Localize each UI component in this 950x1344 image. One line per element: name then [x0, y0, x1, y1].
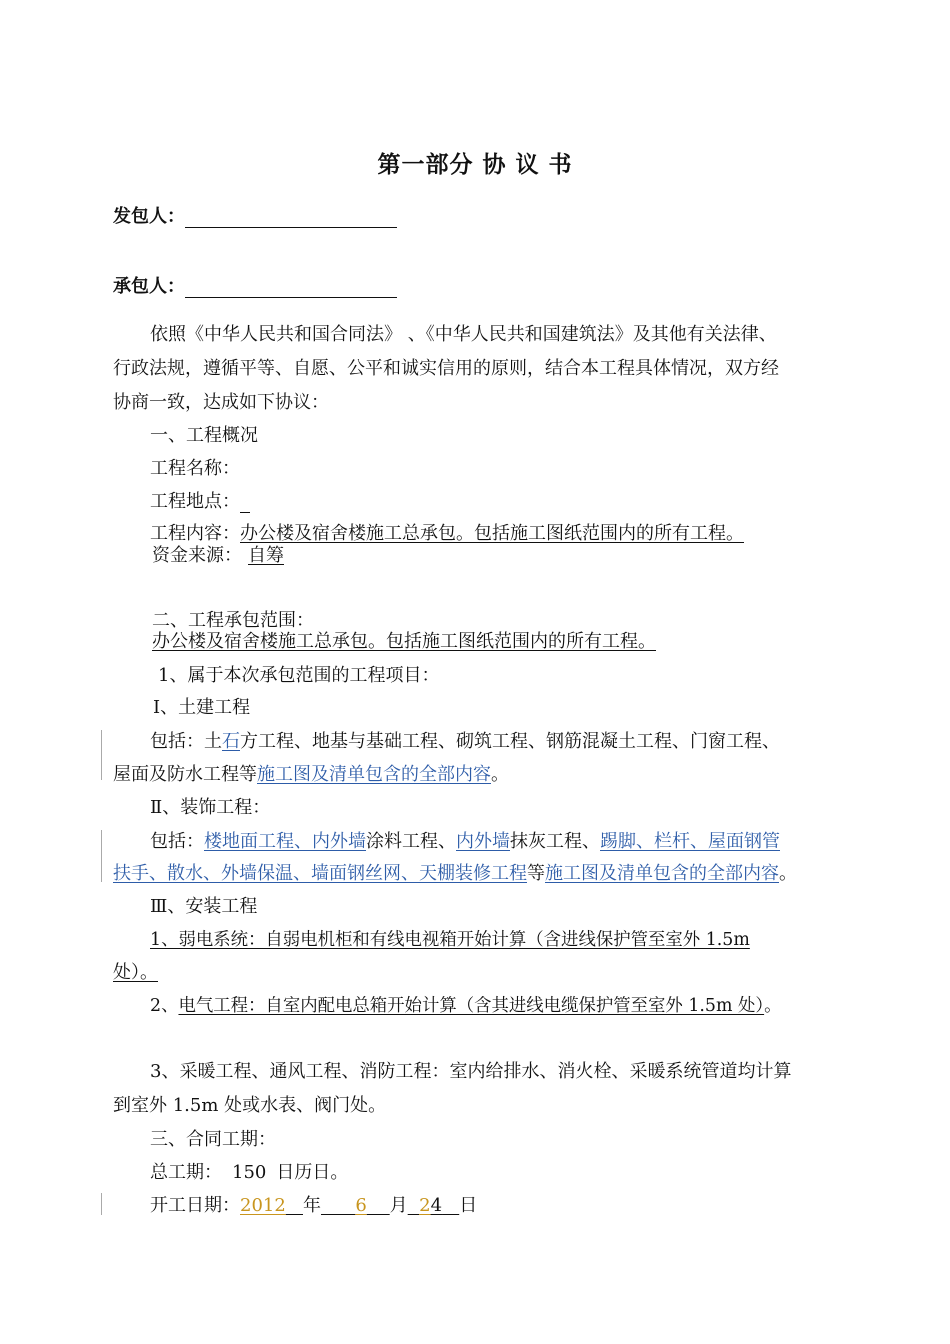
duration-row — [150, 1162, 348, 1184]
decoration-text: 等 — [527, 863, 545, 884]
decoration-link: 踢脚、栏杆、屋面钢管 — [600, 831, 780, 852]
civil-heading: Ⅰ、土建工程 — [153, 697, 251, 718]
scope-item-1: 1、属于本次承包范围的工程项目： — [158, 665, 440, 686]
contractor-label: 承包人： — [113, 276, 185, 297]
civil-link: 石 — [222, 731, 240, 752]
start-date-row — [150, 1195, 477, 1217]
civil-paragraph-line-2 — [113, 764, 509, 786]
section1-heading: 一、工程概况 — [150, 425, 258, 446]
decoration-link: 内外墙 — [456, 831, 510, 852]
installation-heading: Ⅲ、安装工程 — [150, 896, 258, 917]
project-content-row — [150, 523, 744, 545]
contractor-row — [113, 276, 397, 298]
employer-row — [113, 206, 397, 228]
funding-label: 资金来源： — [152, 545, 242, 566]
decoration-paragraph-line-1 — [150, 831, 780, 853]
project-location-blank[interactable] — [240, 492, 250, 513]
decoration-link: 扶手、散水、外墙保温、墙面钢丝网、天棚装修工程 — [113, 863, 527, 884]
civil-paragraph-line-1 — [150, 731, 780, 753]
start-year: 2012 — [240, 1195, 286, 1216]
hvac-line-2: 到室外 1.5m 处或水表、阀门处。 — [113, 1095, 387, 1116]
decoration-text: 涂料工程、 — [366, 831, 456, 852]
employer-blank[interactable] — [185, 207, 397, 228]
start-day-digit: 2 — [419, 1195, 431, 1216]
intro-line-3: 协商一致，达成如下协议： — [113, 392, 329, 413]
duration-unit: 日历日。 — [276, 1162, 349, 1183]
decoration-text: 包括： — [150, 831, 204, 852]
page-title: 第一部分 协 议 书 — [377, 151, 573, 178]
contractor-blank[interactable] — [185, 277, 397, 298]
electrical-period: 。 — [764, 996, 782, 1016]
decoration-heading: Ⅱ、装饰工程： — [150, 797, 271, 818]
decoration-paragraph-line-2 — [113, 863, 797, 885]
section2-heading: 二、工程承包范围： — [152, 610, 314, 631]
funding-row — [152, 545, 292, 567]
intro-line-2: 行政法规，遵循平等、自愿、公平和诚实信用的原则，结合本工程具体情况，双方经 — [113, 358, 779, 379]
decoration-link: 楼地面工程、内外墙 — [204, 831, 366, 852]
month-unit: 月 — [389, 1195, 408, 1216]
duration-value: 150 — [232, 1162, 267, 1183]
employer-label: 发包人： — [113, 206, 185, 227]
project-content-label: 工程内容： — [150, 523, 240, 544]
weak-current-line-2: 处）。 — [113, 962, 158, 983]
electrical-number: 2、 — [150, 996, 179, 1016]
start-day-blank — [442, 1195, 459, 1216]
civil-text: 屋面及防水工程等 — [113, 764, 257, 785]
electrical-row — [150, 995, 782, 1017]
civil-text: 方工程、地基与基础工程、砌筑工程、钢筋混凝土工程、门窗工程、 — [240, 731, 780, 752]
duration-label: 总工期： — [150, 1162, 222, 1183]
start-date-label: 开工日期： — [150, 1195, 240, 1216]
start-day-digit: 4 — [430, 1195, 443, 1216]
project-content-value: 办公楼及宿舍楼施工总承包。包括施工图纸范围内的所有工程。 — [240, 523, 744, 544]
electrical-text: 电气工程：自室内配电总箱开始计算（含其进线电缆保护管至室外 1.5m 处） — [178, 996, 765, 1016]
start-month: 6 — [355, 1195, 367, 1216]
hvac-line-1: 3、采暖工程、通风工程、消防工程：室内给排水、消火栓、采暖系统管道均计算 — [150, 1061, 792, 1082]
decoration-text: 。 — [779, 863, 797, 884]
civil-text: 包括：土 — [150, 731, 222, 752]
scope-value: 办公楼及宿舍楼施工总承包。包括施工图纸范围内的所有工程。 — [152, 631, 656, 652]
revision-bar — [101, 1193, 102, 1215]
decoration-text: 抹灰工程、 — [510, 831, 600, 852]
intro-line-1: 依照《中华人民共和国合同法》 、《中华人民共和国建筑法》及其他有关法律、 — [150, 324, 777, 345]
start-month-blank — [367, 1195, 390, 1216]
project-name-label: 工程名称： — [150, 458, 240, 479]
decoration-link: 施工图及清单包含的全部内容 — [545, 863, 779, 884]
funding-value: 自筹 — [248, 545, 284, 566]
start-month-blank — [321, 1195, 355, 1216]
civil-text: 。 — [491, 764, 509, 785]
year-unit: 年 — [302, 1195, 321, 1216]
project-location-row — [150, 491, 250, 513]
civil-link: 施工图及清单包含的全部内容 — [257, 764, 491, 785]
start-year-blank — [286, 1195, 303, 1216]
section3-heading: 三、合同工期： — [150, 1129, 276, 1150]
weak-current-line-1: 1、弱电系统：自弱电机柜和有线电视箱开始计算（含进线保护管至室外 1.5m — [150, 930, 750, 950]
revision-bar — [101, 830, 102, 882]
revision-bar — [101, 730, 102, 780]
project-location-label: 工程地点： — [150, 491, 240, 512]
start-day-blank — [408, 1195, 419, 1216]
day-unit: 日 — [459, 1195, 478, 1216]
